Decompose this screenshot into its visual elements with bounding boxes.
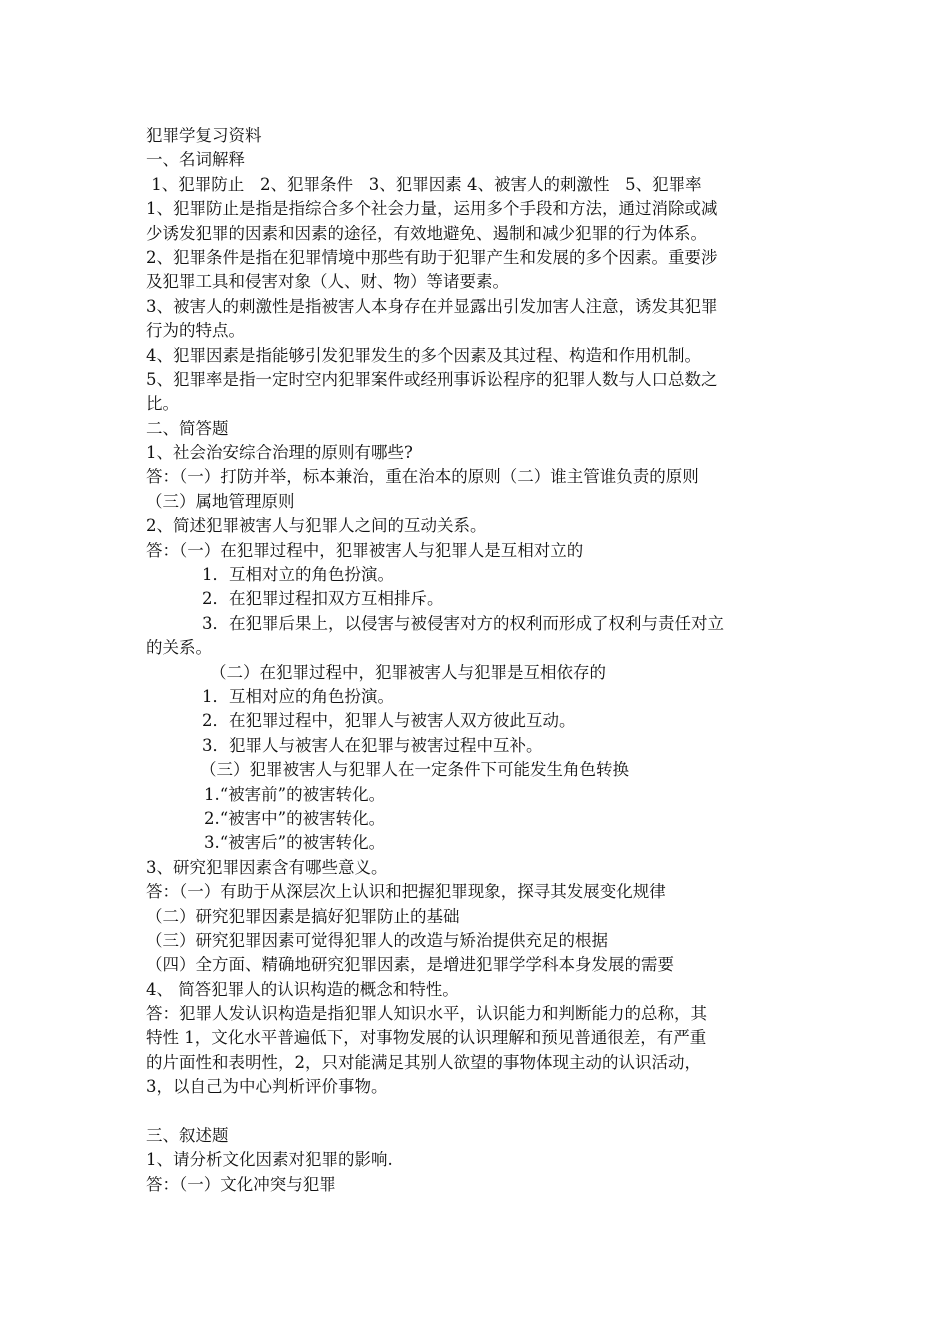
definition-line: 3、被害人的刺激性是指被害人本身存在并显露出引发加害人注意，诱发其犯罪 — [146, 296, 718, 316]
answer-line: （三）犯罪被害人与犯罪人在一定条件下可能发生角色转换 — [200, 760, 629, 780]
definition-line: 比。 — [146, 394, 179, 414]
answer-line: （四）全方面、精确地研究犯罪因素，是增进犯罪学学科本身发展的需要 — [146, 955, 674, 975]
answer-line: （二）在犯罪过程中，犯罪被害人与犯罪是互相依存的 — [210, 662, 606, 682]
answer-line: 答：（一）有助于从深层次上认识和把握犯罪现象，探寻其发展变化规律 — [146, 882, 666, 902]
answer-sub-item: 2.“被害中”的被害转化。 — [204, 808, 386, 828]
answer-sub-item: 3．在犯罪后果上，以侵害与被侵害对方的权利而形成了权利与责任对立 — [202, 613, 724, 633]
answer-sub-item: 3.“被害后”的被害转化。 — [204, 833, 386, 853]
definition-line: 4、犯罪因素是指能够引发犯罪发生的多个因素及其过程、构造和作用机制。 — [146, 345, 701, 365]
answer-sub-item: 1．互相对立的角色扮演。 — [202, 565, 394, 585]
question-line: 1、社会治安综合治理的原则有哪些? — [146, 443, 413, 463]
question-line: 1、请分析文化因素对犯罪的影响. — [146, 1150, 393, 1170]
definition-line: 2、犯罪条件是指在犯罪情境中那些有助于犯罪产生和发展的多个因素。重要涉 — [146, 247, 718, 267]
answer-sub-item: 2．在犯罪过程中，犯罪人与被害人双方彼此互动。 — [202, 711, 576, 731]
question-line: 2、简述犯罪被害人与犯罪人之间的互动关系。 — [146, 516, 487, 536]
section-heading-terms: 一、名词解释 — [146, 150, 245, 170]
question-line: 3、研究犯罪因素含有哪些意义。 — [146, 857, 388, 877]
definition-line: 行为的特点。 — [146, 321, 245, 341]
document-body — [146, 124, 826, 1197]
blank-line — [146, 1100, 826, 1124]
answer-sub-item: 3．犯罪人与被害人在犯罪与被害过程中互补。 — [202, 735, 543, 755]
answer-line: 3，以自己为中心判析评价事物。 — [146, 1077, 388, 1097]
answer-line: 答：（一）在犯罪过程中，犯罪被害人与犯罪人是互相对立的 — [146, 540, 584, 560]
answer-sub-item: 2．在犯罪过程扣双方互相排斥。 — [202, 589, 444, 609]
section-heading-essay: 三、叙述题 — [146, 1126, 229, 1146]
answer-line: （二）研究犯罪因素是搞好犯罪防止的基础 — [146, 906, 460, 926]
answer-sub-item-continued: 的关系。 — [146, 638, 212, 658]
answer-sub-item: 1.“被害前”的被害转化。 — [204, 784, 386, 804]
answer-line: （三）研究犯罪因素可觉得犯罪人的改造与矫治提供充足的根据 — [146, 930, 608, 950]
terms-list: 1、犯罪防止 2、犯罪条件 3、犯罪因素 4、被害人的刺激性 5、犯罪率 — [146, 174, 702, 194]
document-title: 犯罪学复习资料 — [146, 126, 262, 145]
definition-line: 及犯罪工具和侵害对象（人、财、物）等诸要素。 — [146, 272, 509, 292]
answer-line: （三）属地管理原则 — [146, 491, 295, 511]
definition-line: 5、犯罪率是指一定时空内犯罪案件或经刑事诉讼程序的犯罪人数与人口总数之 — [146, 369, 718, 389]
question-line: 4、 简答犯罪人的认识构造的概念和特性。 — [146, 979, 459, 999]
definition-line: 1、犯罪防止是指是指综合多个社会力量，运用多个手段和方法，通过消除或减 — [146, 199, 718, 219]
answer-line: 特性 1，文化水平普遍低下，对事物发展的认识理解和预见普通很差，有严重 — [146, 1028, 707, 1048]
answer-line: 的片面性和表明性，2，只对能满足其别人欲望的事物体现主动的认识活动， — [146, 1052, 701, 1072]
section-heading-short-answer: 二、简答题 — [146, 418, 229, 438]
answer-line: 答：（一）打防并举，标本兼治，重在治本的原则（二）谁主管谁负责的原则 — [146, 467, 699, 487]
answer-line: 答：（一）文化冲突与犯罪 — [146, 1174, 336, 1194]
answer-line: 答：犯罪人发认识构造是指犯罪人知识水平，认识能力和判断能力的总称，其 — [146, 1004, 707, 1024]
answer-sub-item: 1．互相对应的角色扮演。 — [202, 686, 394, 706]
definition-line: 少诱发犯罪的因素和因素的途径，有效地避免、遏制和减少犯罪的行为体系。 — [146, 223, 707, 243]
